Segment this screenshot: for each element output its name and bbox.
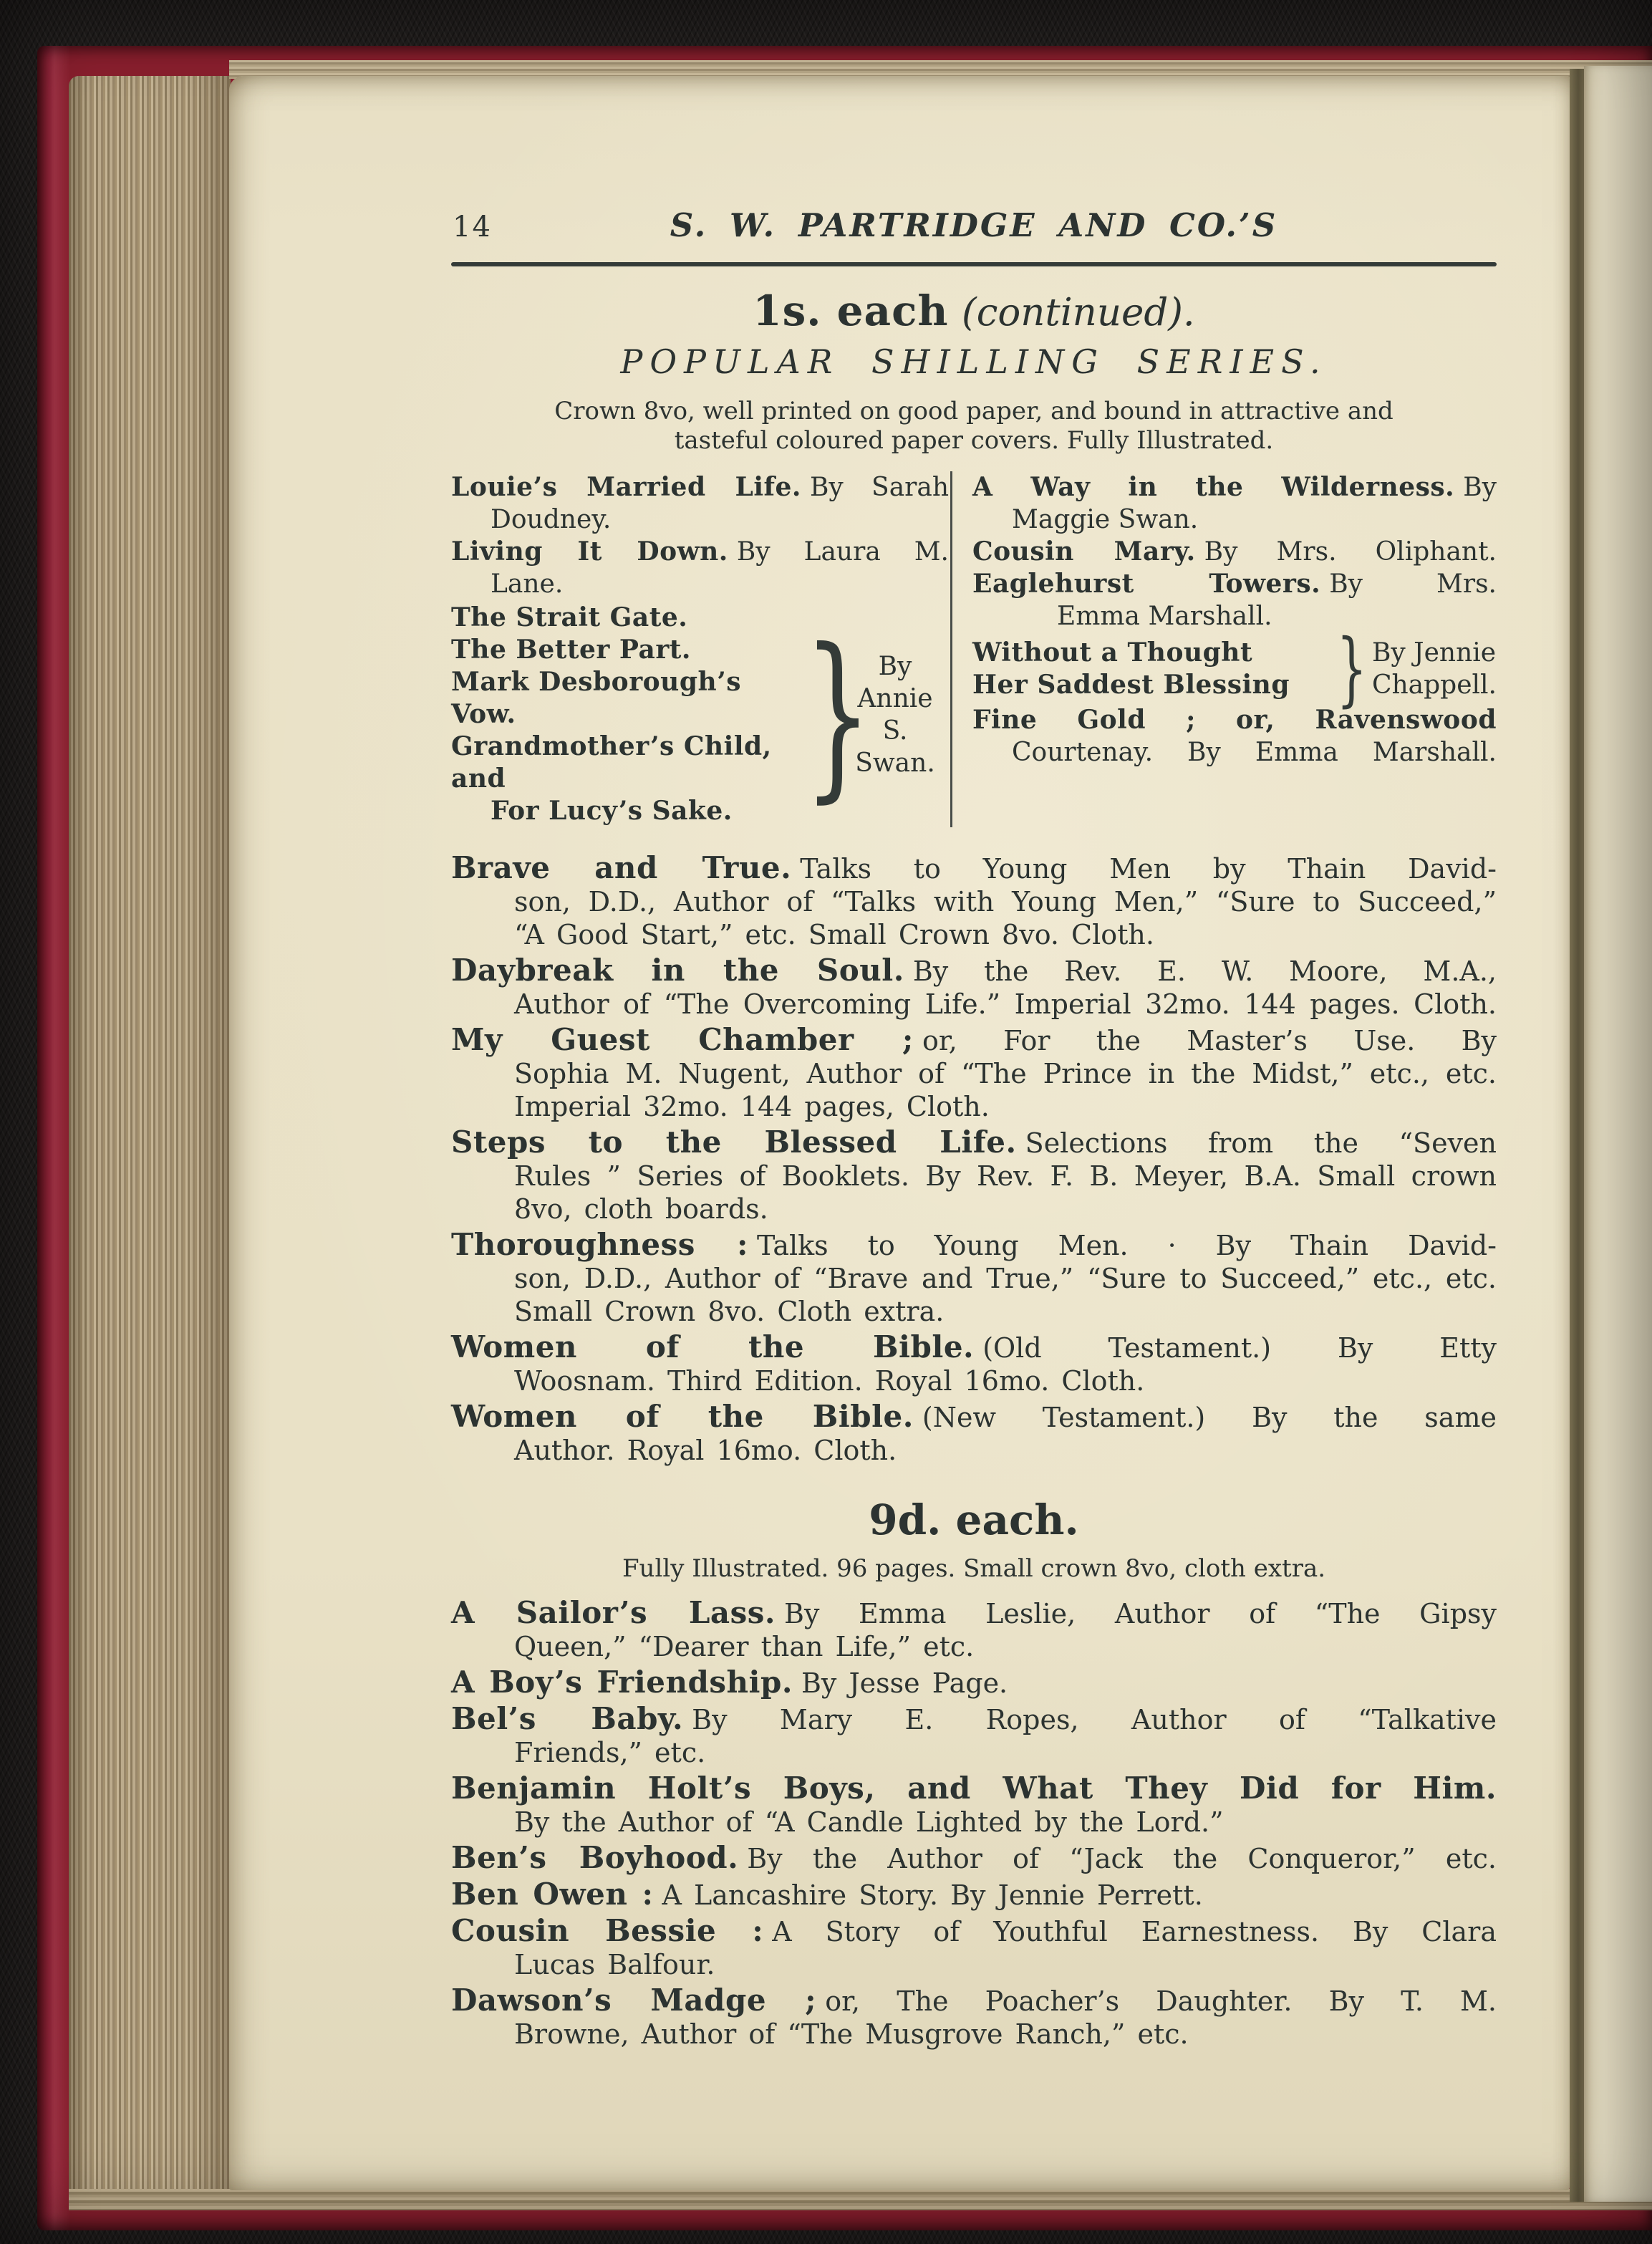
header-rule: [451, 262, 1497, 266]
catalog-entry-line: [451, 1400, 1497, 1434]
brace-titles: [451, 602, 794, 827]
line-text: Author of “The Overcoming Life.” Imperial 32mo. 144 pages. Cloth.: [514, 988, 1497, 1020]
catalog-entry-line: [451, 1364, 1497, 1397]
book-title: Louie’s Married Life.: [451, 472, 801, 502]
annie-swan-brace-group: [451, 602, 949, 827]
line-text: Emma Marshall.: [1057, 602, 1272, 631]
line-text: Crown 8vo, well printed on good paper, and bound in attractive and: [554, 397, 1393, 425]
page-content: [451, 76, 1497, 2051]
book-title: Cousin Mary.: [972, 536, 1196, 567]
ninepence-entries: [451, 1597, 1497, 2051]
byline-word: [1372, 669, 1497, 701]
line-text: or, For the Master’s Use. By: [922, 1025, 1497, 1056]
catalog-line: [972, 600, 1497, 632]
catalog-entry-line: [451, 1703, 1497, 1736]
book-title-line: [451, 666, 794, 731]
catalog-line: [972, 504, 1497, 536]
catalog-entry-line: [451, 918, 1497, 951]
line-text: Maggie Swan.: [1012, 505, 1199, 534]
catalog-entry-line: [451, 1160, 1497, 1193]
column-left-entries: [451, 471, 949, 600]
line-text: S.: [882, 716, 908, 746]
line-text: The Strait Gate.: [451, 602, 688, 632]
book-title: Ben’s Boyhood.: [451, 1840, 739, 1875]
catalog-entry-line: [451, 1090, 1497, 1123]
catalog-entry-line: [451, 1948, 1497, 1981]
line-text: Author. Royal 16mo. Cloth.: [514, 1435, 897, 1466]
catalog-entry-line: [451, 1262, 1497, 1295]
line-text: Annie: [857, 683, 933, 713]
ninepence-intro: [451, 1554, 1497, 1584]
book-title: Cousin Bessie :: [451, 1913, 764, 1948]
line-text: By: [1463, 473, 1497, 502]
catalog-entry-line: [451, 1806, 1497, 1839]
line-text: By Jesse Page.: [801, 1667, 1008, 1699]
line-text: By Sarah: [809, 473, 950, 502]
line-text: By Jennie: [1371, 638, 1497, 668]
line-text: Fully Illustrated. 96 pages. Small crown 8vo, cloth extra.: [622, 1554, 1326, 1583]
line-text: or, The Poacher’s Daughter. By T. M.: [825, 1985, 1497, 2017]
chappell-brace-group: [972, 622, 1497, 716]
book-title: Bel’s Baby.: [451, 1701, 684, 1736]
line-text: Courtenay. By Emma Marshall.: [1012, 738, 1497, 767]
line-text: The Better Part.: [451, 635, 691, 665]
brace-glyph: }: [1336, 622, 1368, 716]
catalog-line: [972, 704, 1497, 736]
line-text: By the Author of “Jack the Conqueror,” etc.: [747, 1843, 1497, 1874]
catalog-entry-line: [451, 1666, 1497, 1700]
intro-line: [451, 426, 1497, 456]
book-title: Thoroughness :: [451, 1227, 748, 1262]
book-title: A Boy’s Friendship.: [451, 1665, 793, 1700]
catalog-line: [451, 568, 949, 600]
continued-label: (continued).: [962, 291, 1195, 334]
column-left: [451, 471, 949, 827]
intro-line: [451, 1554, 1497, 1584]
book-title-line: [451, 731, 794, 795]
page-gutter-shadow: [1570, 69, 1584, 2202]
line-text: Small Crown 8vo. Cloth extra.: [514, 1296, 945, 1327]
book-title: Steps to the Blessed Life.: [451, 1125, 1017, 1160]
catalog-entry-line: [451, 1597, 1497, 1630]
line-text: By Emma Leslie, Author of “The Gipsy: [784, 1598, 1497, 1629]
catalog-line: [451, 536, 949, 568]
line-text: Chappell.: [1371, 670, 1497, 700]
brace-glyph: }: [803, 610, 872, 819]
catalog-entry-line: [451, 1878, 1497, 1912]
book-title: My Guest Chamber ;: [451, 1022, 914, 1057]
line-text: Rules ” Series of Booklets. By Rev. F. B. Meyer, B.A. Small crown: [514, 1160, 1497, 1192]
catalog-entry-line: [451, 1736, 1497, 1769]
line-text: (Old Testament.) By Etty: [982, 1332, 1497, 1364]
line-text: Lane.: [491, 569, 564, 599]
book-title: A Way in the Wilderness.: [972, 472, 1455, 502]
catalog-line: [972, 471, 1497, 504]
line-text: Swan.: [855, 748, 935, 778]
catalog-line: [972, 536, 1497, 568]
line-text: son, D.D., Author of “Brave and True,” “Sure to Succeed,” etc., etc.: [514, 1263, 1497, 1294]
line-text: By Mary E. Ropes, Author of “Talkative: [692, 1704, 1497, 1735]
line-text: Selections from the “Seven: [1025, 1127, 1497, 1159]
line-text: By Mrs. Oliphant.: [1204, 537, 1497, 567]
line-text: For Lucy’s Sake.: [491, 796, 733, 826]
catalog-entry-line: [451, 988, 1497, 1021]
catalog-entry-line: [451, 1193, 1497, 1225]
line-text: Sophia M. Nugent, Author of “The Prince in the Midst,” etc., etc.: [514, 1058, 1497, 1089]
section-heading-9d: 9d. each.: [869, 1496, 1079, 1544]
section-heading-1s: [451, 286, 1497, 335]
book-title: Eaglehurst Towers.: [972, 569, 1321, 599]
series-subheading: POPULAR SHILLING SERIES.: [620, 342, 1328, 381]
book-title-line: [451, 795, 794, 827]
line-text: Grandmother’s Child, and: [451, 731, 772, 794]
line-text: By Laura M.: [736, 537, 949, 567]
book-title: Dawson’s Madge ;: [451, 1983, 817, 2018]
book-title: A Sailor’s Lass.: [451, 1595, 776, 1630]
line-text: son, D.D., Author of “Talks with Young Men,” “Sure to Succeed,”: [514, 886, 1497, 918]
byline-word: [1372, 637, 1497, 669]
two-column-list: [451, 471, 1497, 827]
book-title-line: [972, 637, 1329, 669]
line-text: By Mrs.: [1329, 569, 1497, 599]
line-text: Mark Desborough’s Vow.: [451, 667, 741, 729]
line-text: Imperial 32mo. 144 pages, Cloth.: [514, 1091, 990, 1122]
book-title-line: [451, 634, 794, 666]
catalog-entry-line: [451, 1057, 1497, 1090]
column-right-tail: [972, 704, 1497, 769]
line-text: Friends,” etc.: [514, 1737, 706, 1768]
book-title: Fine Gold ; or, Ravenswood: [972, 705, 1497, 735]
line-text: Browne, Author of “The Musgrove Ranch,” etc.: [514, 2018, 1189, 2050]
catalog-entry-line: [451, 1915, 1497, 1948]
column-right-entries: [972, 471, 1497, 632]
catalog-entry-line: [451, 1630, 1497, 1663]
line-text: “A Good Start,” etc. Small Crown 8vo. Cloth.: [514, 919, 1154, 950]
book-title: Women of the Bible.: [451, 1399, 914, 1434]
line-text: Without a Thought: [972, 637, 1253, 668]
line-text: Lucas Balfour.: [514, 1949, 715, 1980]
line-text: 8vo, cloth boards.: [514, 1193, 768, 1225]
line-text: A Lancashire Story. By Jennie Perrett.: [662, 1879, 1203, 1911]
catalog-entry-line: [451, 1984, 1497, 2018]
catalog-entry-line: [451, 1331, 1497, 1364]
line-text: tasteful coloured paper covers. Fully Illustrated.: [674, 426, 1274, 455]
series-intro: [451, 397, 1497, 456]
line-text: By the Rev. E. W. Moore, M.A.,: [912, 955, 1497, 987]
catalog-entry-line: [451, 852, 1497, 885]
line-text: Her Saddest Blessing: [972, 670, 1290, 700]
book-title-line: [451, 602, 794, 634]
line-text: Talks to Young Men by Thain David-: [800, 853, 1497, 885]
book-title: Brave and True.: [451, 850, 792, 885]
page-number: 14: [453, 211, 492, 244]
catalog-entry-line: [451, 2018, 1497, 2051]
catalog-entry-line: [451, 1841, 1497, 1875]
book-title: Women of the Bible.: [451, 1329, 975, 1364]
catalog-line: [451, 471, 949, 504]
catalog-entry-line: [451, 1434, 1497, 1467]
page-stack-fore-edge: [69, 76, 231, 2195]
line-text: Queen,” “Dearer than Life,” etc.: [514, 1631, 975, 1662]
running-header: S. W. PARTRIDGE AND CO.’S: [670, 206, 1278, 244]
catalog-entry-line: [451, 1024, 1497, 1057]
catalog-line: [451, 504, 949, 536]
catalog-entry-line: [451, 885, 1497, 918]
brace-byline: [1366, 637, 1497, 701]
line-text: (New Testament.) By the same: [922, 1402, 1497, 1433]
masthead: [451, 206, 1497, 251]
brace-titles: [972, 637, 1329, 701]
book-title: Daybreak in the Soul.: [451, 953, 904, 988]
intro-line: [451, 397, 1497, 426]
line-text: Doudney.: [491, 505, 612, 534]
catalog-line: [972, 568, 1497, 600]
line-text: A Story of Youthful Earnestness. By Clara: [772, 1916, 1497, 1947]
price-heading: 1s. each: [753, 286, 949, 335]
shilling-entries: [451, 852, 1497, 1467]
line-text: By the Author of “A Candle Lighted by the Lord.”: [514, 1806, 1224, 1838]
line-text: Talks to Young Men. · By Thain David-: [756, 1230, 1497, 1261]
catalog-entry-line: [451, 1126, 1497, 1160]
book-page: [229, 76, 1570, 2190]
line-text: By: [878, 651, 912, 681]
book-title: Ben Owen :: [451, 1877, 654, 1912]
catalog-entry-line: [451, 1295, 1497, 1328]
next-page-edge: [1584, 66, 1652, 2202]
book-title: Living It Down.: [451, 536, 728, 567]
column-right: [950, 471, 1497, 827]
catalog-entry-line: [451, 954, 1497, 988]
page-stack-bottom-edge: [69, 2189, 1652, 2210]
catalog-entry-line: [451, 1228, 1497, 1262]
book-title-line: [972, 669, 1329, 701]
catalog-entry-line: [451, 1772, 1497, 1806]
catalog-line: [972, 736, 1497, 769]
book-title: Benjamin Holt’s Boys, and What They Did for Him.: [451, 1771, 1497, 1806]
line-text: Woosnam. Third Edition. Royal 16mo. Cloth.: [514, 1365, 1145, 1397]
